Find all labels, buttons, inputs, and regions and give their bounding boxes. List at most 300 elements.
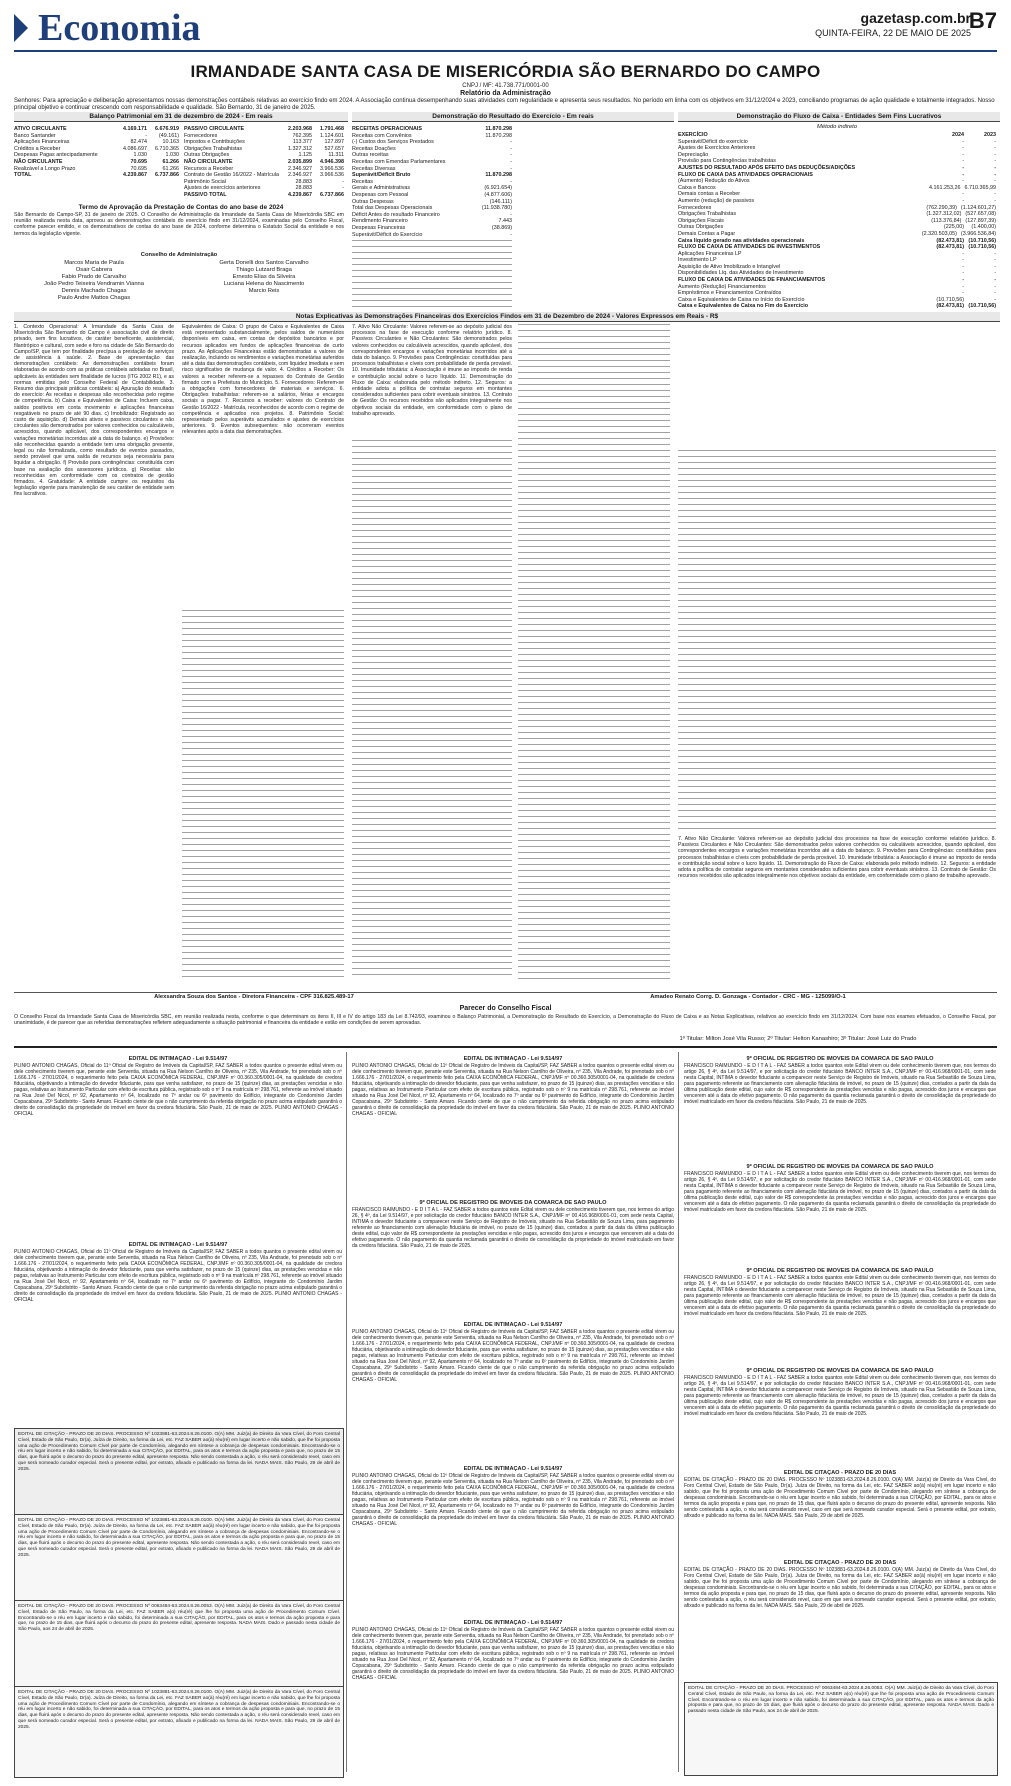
row-value: -: [994, 257, 996, 264]
row-value: (527.657,08): [965, 211, 996, 218]
edital-intimacao-2: [14, 1242, 342, 1422]
row-value: 4.239.867: [123, 172, 147, 179]
table-row: [678, 158, 996, 165]
row-label: Ajustes de exercícios anteriores: [184, 185, 261, 192]
issue-date: QUINTA-FEIRA, 22 DE MAIO DE 2025: [815, 28, 971, 38]
row-value: 6.737.866: [155, 172, 179, 179]
table-row: [678, 172, 996, 179]
table-row: [352, 205, 512, 212]
conselho-list-left: [14, 260, 174, 302]
row-label: Patrimônio Social: [184, 178, 226, 185]
row-value: -: [994, 197, 996, 204]
row-label: Fornecedores: [678, 204, 712, 211]
edital-registro-3-text: FRANCISCO RAIMUNDO - E D I T A L - FAZ SABER a todos quantos este Edital virem ou dele conhecimento tiverem que, nos termos do artigo 26, § 4º, da Lei 9.514/97, e por solicitação do credor fiduciário BANCO INTER S.A., CNPJ/MF nº 00.416.968/0001-01, com sede nesta Capital, INTIMA o devedor fiduciante a comparecer neste Serviço de Registro de Imóveis, situado na Rua Sebastião de Souza Lima, para pagamento referente ao financiamento com alienação fiduciária de imóvel, no prazo de 15 (quinze) dias, contados a partir da data da última publicação deste edital, cujo valor de R$ correspondente às prestações vencidas e não pagas, acrescido dos juros e encargos que vencerem até a data do efetivo pagamento. O não pagamento da quantia reclamada garantirá o direito de consolidação da propriedade do imóvel matriculado em favor da credora fiduciária. São Paulo, 21 de maio de 2025.: [684, 1171, 996, 1213]
edital-intimacao-4-title: EDITAL DE INTIMAÇÃO - Lei 9.514/97: [463, 1322, 563, 1328]
row-label: Disponibilidades Líq. das Atividades de Investimento: [678, 270, 804, 277]
edital-citacao-2-title: EDITAL DE CITAÇÃO - PRAZO DE 20 DIAS: [783, 1560, 897, 1566]
table-row: [14, 126, 179, 133]
row-value: -: [510, 152, 512, 159]
row-label: NÃO CIRCULANTE: [14, 158, 63, 165]
table-row: [184, 185, 344, 192]
dre-mutacoes-table: [352, 240, 512, 308]
edital-registro-4-title: 9º OFICIAL DE REGISTRO DE IMÓVEIS DA COMARCA DE SÃO PAULO: [746, 1268, 934, 1274]
row-value: 2.346.927: [288, 165, 312, 172]
edital-registro-1-title: 9º OFICIAL DE REGISTRO DE IMÓVEIS DA COMARCA DE SÃO PAULO: [419, 1200, 607, 1206]
row-label: AJUSTES DO RESULTADO APÓS EFEITO DAS DEDUÇÕES/ADIÇÕES: [678, 164, 856, 171]
edital-citacao-box-4: EDITAL DE CITAÇÃO - PRAZO DE 20 DIAS. PROCESSO Nº 1023881-63.2024.8.26.0100. O(A) MM. Juiz(a) de Direito da Vara Cível, do Foro Central Cível, Estado de São Paulo, Dr(a). Juíza de Direito, na forma da Lei, etc. FAZ SABER ao(à) réu(ré) em lugar incerto e não sabido, que lhe foi proposta uma ação de Procedimento Comum Cível por parte de Condomínio, alegando em síntese a cobrança de despesas condominiais. Encontrando-se o réu em lugar incerto e não sabido, foi determinada a sua CITAÇÃO, por EDITAL, para os atos e termos da ação proposta e para que, no prazo de 15 dias, que fluirá após o decurso do prazo do presente edital, apresente resposta. Não sendo contestada a ação, o réu será considerado revel, caso em que será nomeado curador especial. Será o presente edital, por extrato, afixado e publicado na forma da lei. NADA MAIS. São Paulo, 29 de abril de 2025.: [14, 1686, 344, 1778]
row-value: 1.125: [298, 152, 312, 159]
edital-registro-1-text: FRANCISCO RAIMUNDO - E D I T A L - FAZ SABER a todos quantos este Edital virem ou dele conhecimento tiverem que, nos termos do artigo 26, § 4º, da Lei 9.514/97, e por solicitação do credor fiduciário BANCO INTER S.A., CNPJ/MF nº 00.416.968/0001-01, com sede nesta Capital, INTIMA o devedor fiduciante a comparecer neste Serviço de Registro de Imóveis, situado na Rua Sebastião de Souza Lima, para pagamento referente ao financiamento com alienação fiduciária de imóvel, no prazo de 15 (quinze) dias, contados a partir da data da última publicação deste edital, cujo valor de R$ correspondente às prestações vencidas e não pagas, acrescido dos juros e encargos que vencerem até a data do efetivo pagamento. O não pagamento da quantia reclamada garantirá o direito de consolidação da propriedade do imóvel matriculado em favor da credora fiduciária. São Paulo, 21 de maio de 2025.: [352, 1207, 674, 1249]
row-label: Realizável a Longo Prazo: [14, 165, 76, 172]
row-label: PASSIVO TOTAL: [184, 191, 227, 198]
table-row: [678, 139, 996, 146]
table-row: [184, 126, 344, 133]
row-label: Superávit/Déficit Bruto: [352, 172, 411, 179]
row-value: -: [994, 283, 996, 290]
row-label: Aplicações Financeiras: [14, 139, 70, 146]
table-row: [678, 231, 996, 238]
row-value: 1.030: [133, 152, 147, 159]
row-value: 6.737.866: [320, 191, 344, 198]
row-label: FLUXO DE CAIXA DAS ATIVIDADES OPERACIONAIS: [678, 171, 813, 178]
row-value: -: [962, 283, 964, 290]
row-value: -: [962, 138, 964, 145]
row-value: -: [962, 178, 964, 185]
row-value: (82.473,81): [936, 244, 964, 251]
row-label: Aumento (redução) de passivos: [678, 197, 755, 204]
edital-intimacao-3: [352, 1056, 674, 1194]
row-value: 2.346.927: [288, 172, 312, 179]
table-row: [678, 251, 996, 258]
row-value: -: [510, 158, 512, 165]
balanco-bottom-rule: [14, 1046, 997, 1048]
row-label: PASSIVO CIRCULANTE: [184, 126, 245, 132]
row-label: Outras Despesas: [352, 198, 394, 205]
row-value: 4.946.398: [320, 158, 344, 165]
edital-intimacao-1: [14, 1056, 342, 1236]
row-label: Obrigações Trabalhistas: [678, 211, 737, 218]
row-value: (6.921.654): [484, 185, 512, 192]
table-row: [678, 284, 996, 291]
table-row: [678, 218, 996, 225]
table-row: [14, 159, 179, 166]
row-value: -: [994, 270, 996, 277]
edital-intimacao-4-text: PLINIO ANTONIO CHAGAS, Oficial do 11º Oficial de Registro de Imóveis da Capital/SP, FAZ SABER a todos quantos o presente edital virem ou dele conhecimento tiverem que, perante este Serventia, situada na Rua Nelson Carrilho de Oliveira, nº 235, Vila Andrade, foi prenotado sob o nº 1.666.176 - 27/01/2024, o requerimento feito pela CAIXA ECONÔMICA FEDERAL, CNPJ/MF nº 00.360.305/0001-04, na qualidade de credora fiduciária, objetivando a intimação do devedor fiduciante, para que venha satisfazer, no prazo de 15 (quinze) dias, as prestações vencidas e não pagas, relativas ao Instrumento Particular com efeito de escritura pública, registrado sob o nº 9 na matrícula nº 298.761, referente ao imóvel situado na Rua José Del Nicol, nº 92, Apartamento nº 64, localizado no 7º andar ou 6º pavimento do Edifício, integrante do Condomínio Jardim Copacabana, 29º Subdistrito - Santo Amaro. Ficando ciente de que o não cumprimento da referida obrigação no prazo acima estipulado garantirá o direito de consolidação da propriedade do imóvel em favor da credora fiduciária. São Paulo, 21 de maio de 2025. PLINIO ANTONIO CHAGAS - OFICIAL: [352, 1329, 674, 1383]
edital-intimacao-2-text: PLINIO ANTONIO CHAGAS, Oficial do 11º Oficial de Registro de Imóveis da Capital/SP, FAZ SABER a todos quantos o presente edital virem ou dele conhecimento tiverem que, perante este Serventia, situada na Rua Nelson Carrilho de Oliveira, nº 235, Vila Andrade, foi prenotado sob o nº 1.666.176 - 27/01/2024, o requerimento feito pela CAIXA ECONÔMICA FEDERAL, CNPJ/MF nº 00.360.305/0001-04, na qualidade de credora fiduciária, objetivando a intimação do devedor fiduciante, para que venha satisfazer, no prazo de 15 (quinze) dias, as prestações vencidas e não pagas, relativas ao Instrumento Particular com efeito de escritura pública, registrado sob o nº 9 na matrícula nº 298.761, referente ao imóvel situado na Rua José Del Nicol, nº 92, Apartamento nº 64, localizado no 7º andar ou 6º pavimento do Edifício, integrante do Condomínio Jardim Copacabana, 29º Subdistrito - Santo Amaro. Ficando ciente de que o não cumprimento da referida obrigação no prazo acima estipulado garantirá o direito de consolidação da propriedade do imóvel em favor da credora fiduciária. São Paulo, 21 de maio de 2025. PLINIO ANTONIO CHAGAS - OFICIAL: [14, 1249, 342, 1303]
signer-2-role: Contador - CRC - MG - 125099/O-1: [752, 994, 846, 1000]
signer-1-role: Diretora Financeira - CPF 316.825.489-17: [242, 994, 354, 1000]
conselho-list-right: [184, 260, 344, 295]
header-divider: [14, 50, 997, 52]
row-value: 6.710.365: [155, 145, 179, 152]
row-value: -: [994, 171, 996, 178]
table-row: [678, 270, 996, 277]
table-row: [352, 166, 512, 173]
row-value: 28.883: [295, 185, 312, 192]
table-row: [678, 185, 996, 192]
edital-citacao-box-5: EDITAL DE CITAÇÃO - PRAZO DE 20 DIAS. PROCESSO Nº 0063484-63.2024.8.26.0053. O(A) MM. Juiz(a) de Direito da Vara Cível, do Foro Central Cível, Estado de São Paulo, na forma da Lei, etc. FAZ SABER a(o) réu(ré) que lhe foi proposta uma ação de Procedimento Comum Cível. Encontrando-se o réu em lugar incerto e não sabido, foi determinada a sua CITAÇÃO, por EDITAL, para os atos e termos da ação proposta e para que, no prazo de 15 dias, que fluirá após o decurso do prazo do presente edital, apresente resposta. NADA MAIS. Dado e passado nesta cidade de São Paulo, aos 24 de abril de 2025.: [684, 1682, 998, 1776]
dre-table: [352, 126, 512, 238]
member-name: Marcos Maria de Paula: [64, 260, 124, 266]
edital-registro-2-text: FRANCISCO RAIMUNDO - E D I T A L - FAZ SABER a todos quantos este Edital virem ou dele conhecimento tiverem que, nos termos do artigo 26, § 4º, da Lei 9.514/97, e por solicitação do credor fiduciário BANCO INTER S.A., CNPJ/MF nº 00.416.968/0001-01, com sede nesta Capital, INTIMA o devedor fiduciante a comparecer neste Serviço de Registro de Imóveis, situado na Rua Sebastião de Souza Lima, para pagamento referente ao financiamento com alienação fiduciária de imóvel, no prazo de 15 (quinze) dias, contados a partir da data da última publicação deste edital, cujo valor de R$ correspondente às prestações vencidas e não pagas, acrescido dos juros e encargos que vencerem até a data do efetivo pagamento. O não pagamento da quantia reclamada garantirá o direito de consolidação da propriedade do imóvel matriculado em favor da credora fiduciária. São Paulo, 21 de maio de 2025.: [684, 1063, 996, 1105]
row-label: Obrigações Fiscais: [678, 217, 724, 224]
relatorio-title: Relatório da Administração: [460, 90, 551, 97]
row-value: 1.124.601: [320, 132, 344, 139]
member-name: Paulo Andre Mattos Chagas: [57, 295, 131, 301]
page-number: B7: [968, 8, 997, 33]
table-row: [352, 232, 512, 239]
edital-citacao-1: [684, 1470, 996, 1556]
row-label: Contrato de Gestão 16/2022 - Matrícula: [184, 172, 279, 179]
row-value: 113.377: [292, 139, 312, 146]
table-row: [184, 172, 344, 179]
row-value: 3.966.536: [320, 165, 344, 172]
row-label: Caixa e Bancos: [678, 184, 716, 191]
table-row: [352, 192, 512, 199]
row-label: NÃO CIRCULANTE: [184, 158, 233, 165]
row-value: -: [342, 178, 344, 185]
row-value: 28.883: [295, 178, 312, 185]
row-label: Rendimento Financeiro: [352, 218, 408, 225]
row-value: 4.161.253,26: [929, 184, 961, 191]
dfc-table: [678, 132, 996, 310]
row-label: Superávit/Déficit do exercício: [678, 138, 748, 145]
row-value: 70.695: [130, 158, 147, 165]
table-row: [184, 179, 344, 186]
row-value: 11.870.298: [485, 132, 512, 139]
row-label: Total das Despesas Operacionais: [352, 205, 433, 212]
section-title: [14, 6, 201, 50]
edital-registro-4: [684, 1268, 996, 1364]
row-label: Déficit Antes do resultado Financeiro: [352, 211, 440, 218]
row-value: -: [510, 231, 512, 238]
row-value: (3.966.536,84): [960, 230, 996, 237]
table-row: [678, 178, 996, 185]
row-label: Créditos a Receber: [14, 145, 61, 152]
ativo-table: [14, 126, 179, 179]
table-row: [14, 166, 179, 173]
table-row: [352, 179, 512, 186]
notas-col-1: 1. Contexto Operacional: A Irmandade da Santa Casa de Misericórdia São Bernardo do Campo é associação civil de direito privado, sem fins lucrativos, de caráter beneficente, assistencial, filantrópico e cultural, com sede e foro na cidade de São Bernardo do Campo/SP, que tem por finalidade precípua a prestação de serviços de assistência à saúde. 2. Base de apresentação das demonstrações contábeis: As demonstrações contábeis foram elaboradas de acordo com as práticas contábeis adotadas no Brasil, aplicáveis às entidades sem finalidade de lucros (ITG 2002 R1), e as normas emitidas pelo Conselho Federal de Contabilidade. 3. Resumo das principais práticas contábeis: a) Apuração do resultado do exercício: As receitas e despesas são reconhecidas pelo regime de competência. b) Caixa e Equivalentes de Caixa: Incluem caixa, saldos positivos em conta movimento e aplicações financeiras resgatáveis no prazo de até 90 dias. c) Imobilizado: Registrado ao custo de aquisição. d) Demais ativos e passivos circulantes e não circulantes são demonstrados por valores conhecidos ou calculáveis, acrescidos, quando aplicável, dos correspondentes encargos e variações monetárias incorridas até a data do balanço. e) Provisões: são reconhecidas quando a entidade tem uma obrigação presente, legal ou não formalizada, como resultado de eventos passados, sendo provável que uma saída de recursos seja necessária para liquidar a obrigação. f) Provisão para contingências: constituída com base na avaliação dos assessores jurídicos. g) Receitas: são reconhecidas em conformidade com os contratos de gestão firmados. 4. Gratuidade: A entidade cumpre os requisitos da legislação vigente para manutenção de seu caráter de entidade sem fins lucrativos.: [14, 324, 174, 498]
table-row: [352, 146, 512, 153]
edital-citacao-2: [684, 1560, 996, 1676]
table-row: [352, 225, 512, 232]
row-label: Caixa e Equivalentes de Caixa no Início do Exercício: [678, 296, 805, 303]
table-row: [678, 191, 996, 198]
row-value: -: [994, 296, 996, 303]
table-row: [678, 224, 996, 231]
row-value: 2.035.899: [288, 158, 312, 165]
row-value: -: [994, 263, 996, 270]
notas-col-3: 7. Ativo Não Circulante: Valores referem-se ao depósito judicial dos processos na fase de execução conforme relatório jurídico. 8. Passivos Circulantes e Não Circulantes: São demonstrados pelos valores conhecidos ou calculáveis acrescidos, quando aplicável, dos correspondentes encargos e variações monetárias incorridos até a data do balanço. 9. Provisões para Contingências: constituídas para processos trabalhistas e cíveis com probabilidade de perda provável. 10. Imunidade tributária: a Associação é imune ao imposto de renda e contribuição social sobre o lucro líquido. 11. Demonstração do Fluxo de Caixa: elaborada pelo método indireto. 12. Seguros: a entidade adota a política de contratar seguros em montantes considerados suficientes para cobrir eventuais sinistros. 13. Contrato de Gestão: Os recursos recebidos são aplicados integralmente nos objetivos sociais da entidade, em conformidade com o plano de trabalho aprovado.: [352, 324, 512, 417]
row-value: -: [510, 145, 512, 152]
row-value: 4.169.171: [123, 126, 147, 132]
row-label: Ajustes de Exercícios Anteriores: [678, 145, 756, 152]
row-label: Superávit/Déficit do Exercício: [352, 231, 423, 238]
row-label: EXERCÍCIO: [678, 132, 708, 138]
table-row: [678, 132, 996, 139]
row-label: Caixa líquido gerado nas atividades operacionais: [678, 237, 805, 244]
row-label: Recursos a Receber: [184, 165, 234, 172]
member-name: Thiago Lutzard Braga: [236, 267, 292, 273]
notas-tables-col4: [518, 324, 670, 984]
row-value: (1.124.601,27): [960, 204, 996, 211]
member-name: Luciana Helena do Nascimento: [223, 281, 305, 287]
edital-citacao-box-2: EDITAL DE CITAÇÃO - PRAZO DE 20 DIAS. PROCESSO Nº 1023881-63.2024.8.26.0100. O(A) MM. Juiz(a) de Direito da Vara Cível, do Foro Central Cível, Estado de São Paulo, Dr(a). Juíza de Direito, na forma da Lei, etc. FAZ SABER ao(à) réu(ré) em lugar incerto e não sabido, que lhe foi proposta uma ação de Procedimento Comum Cível por parte de Condomínio, alegando em síntese a cobrança de despesas condominiais. Encontrando-se o réu em lugar incerto e não sabido, foi determinada a sua CITAÇÃO, por EDITAL, para os atos e termos da ação proposta e para que, no prazo de 15 dias, que fluirá após o decurso do prazo do presente edital, apresente resposta. Não sendo contestada a ação, o réu será considerado revel, caso em que será nomeado curador especial. Será o presente edital, por extrato, afixado e publicado na forma da lei. NADA MAIS. São Paulo, 29 de abril de 2025.: [14, 1514, 344, 1602]
row-label: Depreciação: [678, 151, 709, 158]
notas-tables-col5: [678, 450, 996, 830]
table-row: [14, 133, 179, 140]
edital-intimacao-2-title: EDITAL DE INTIMAÇÃO - Lei 9.514/97: [128, 1242, 228, 1248]
table-row: [678, 205, 996, 212]
table-row: [678, 165, 996, 172]
edital-citacao-box-1: EDITAL DE CITAÇÃO - PRAZO DE 20 DIAS. PROCESSO Nº 1023881-63.2024.8.26.0100. O(A) MM. Juiz(a) de Direito da Vara Cível, do Foro Central Cível, Estado de São Paulo, Dr(a). Juíza de Direito, na forma da Lei, etc. FAZ SABER ao(à) réu(ré) em lugar incerto e não sabido, que lhe foi proposta uma ação de Procedimento Comum Cível por parte de Condomínio, alegando em síntese a cobrança de despesas condominiais. Encontrando-se o réu em lugar incerto e não sabido, foi determinada a sua CITAÇÃO, por EDITAL, para os atos e termos da ação proposta e para que, no prazo de 15 dias, que fluirá após o decurso do prazo do presente edital, apresente resposta. Não sendo contestada a ação, o réu será considerado revel, caso em que será nomeado curador especial. Será o presente edital, por extrato, afixado e publicado na forma da lei. NADA MAIS. São Paulo, 29 de abril de 2025.: [14, 1428, 344, 1516]
table-row: [14, 139, 179, 146]
row-value: 527.657: [324, 145, 344, 152]
row-value: 127.897: [324, 139, 344, 146]
row-label: Receitas Doações: [352, 145, 396, 152]
row-label: Banco Santander: [14, 132, 56, 139]
table-row: [352, 126, 512, 133]
signer-1: Alexsandra Souza dos Santos - Diretora Financeira - CPF 316.825.489-17: [154, 994, 354, 1000]
row-value: (10.710,56): [968, 303, 996, 310]
edital-registro-3-title: 9º OFICIAL DE REGISTRO DE IMÓVEIS DA COMARCA DE SÃO PAULO: [746, 1164, 934, 1170]
row-label: Receitas com Convênios: [352, 132, 412, 139]
termos-text: São Bernardo do Campo-SP, 31 de janeiro de 2025. O Conselho de Administração da Irmandade da Santa Casa de Misericórdia SBC em reunião realizada nesta data, aprovou as demonstrações contábeis do exercício findo em 31/12/2024, examinadas pelo Conselho Fiscal, conforme parecer emitido, e os demonstrativos de contas do ano base de 2024, conforme determina o Estatuto Social da entidade e nos termos da legislação vigente.: [14, 212, 344, 237]
bp-title: Balanço Patrimonial em 31 de dezembro de 2024 - Em reais: [14, 112, 348, 122]
notas-tables-mid: [182, 610, 344, 980]
table-row: [184, 192, 344, 199]
edital-intimacao-4: [352, 1322, 674, 1462]
row-label: Empréstimos e Financiamentos Contraídos: [678, 290, 782, 297]
row-value: -: [994, 290, 996, 297]
row-value: -: [145, 132, 147, 139]
row-label: Obrigações Trabalhistas: [184, 145, 243, 152]
dfc-subtitle: Método indireto: [817, 124, 857, 130]
table-row: [352, 199, 512, 206]
row-value: -: [994, 164, 996, 171]
table-row: [352, 212, 512, 219]
edital-registro-2: [684, 1056, 996, 1160]
edital-intimacao-5: [352, 1466, 674, 1616]
edital-intimacao-3-title: EDITAL DE INTIMAÇÃO - Lei 9.514/97: [463, 1056, 563, 1062]
row-value: (10.710,56): [968, 237, 996, 244]
site-url[interactable]: gazetasp.com.br: [860, 10, 971, 26]
row-value: -: [510, 211, 512, 218]
table-row: [678, 198, 996, 205]
row-label: ATIVO CIRCULANTE: [14, 126, 67, 132]
row-value: -: [994, 158, 996, 165]
row-value: -: [962, 191, 964, 198]
row-value: -: [962, 171, 964, 178]
edital-registro-2-title: 9º OFICIAL DE REGISTRO DE IMÓVEIS DA COMARCA DE SÃO PAULO: [746, 1056, 934, 1062]
table-row: [352, 159, 512, 166]
row-value: (2.320.503,05): [921, 230, 957, 237]
row-label: RECEITAS OPERACIONAIS: [352, 126, 422, 132]
row-value: 3.966.536: [320, 172, 344, 179]
member-name: Osair Cabrera: [75, 267, 113, 273]
edital-registro-5-title: 9º OFICIAL DE REGISTRO DE IMÓVEIS DA COMARCA DE SÃO PAULO: [746, 1368, 934, 1374]
row-label: FLUXO DE CAIXA DE ATIVIDADES DE FINANCIAMENTOS: [678, 277, 826, 284]
member-name: Dennis Machado Chagas: [61, 288, 127, 294]
edital-intimacao-3-text: PLINIO ANTONIO CHAGAS, Oficial do 11º Oficial de Registro de Imóveis da Capital/SP, FAZ SABER a todos quantos o presente edital virem ou dele conhecimento tiverem que, perante este Serventia, situada na Rua Nelson Carrilho de Oliveira, nº 235, Vila Andrade, foi prenotado sob o nº 1.666.176 - 27/01/2024, o requerimento feito pela CAIXA ECONÔMICA FEDERAL, CNPJ/MF nº 00.360.305/0001-04, na qualidade de credora fiduciária, objetivando a intimação do devedor fiduciante, para que venha satisfazer, no prazo de 15 (quinze) dias, as prestações vencidas e não pagas, relativas ao Instrumento Particular com efeito de escritura pública, registrado sob o nº 9 na matrícula nº 298.761, referente ao imóvel situado na Rua José Del Nicol, nº 92, Apartamento nº 64, localizado no 7º andar ou 6º pavimento do Edifício, integrante do Condomínio Jardim Copacabana, 29º Subdistrito - Santo Amaro. Ficando ciente de que o não cumprimento da referida obrigação no prazo acima estipulado garantirá o direito de consolidação da propriedade do imóvel em favor da credora fiduciária. São Paulo, 21 de maio de 2025. PLINIO ANTONIO CHAGAS - OFICIAL: [352, 1063, 674, 1117]
row-value: 1.030: [165, 152, 179, 159]
row-value: 11.870.298: [485, 126, 512, 132]
table-row: [678, 297, 996, 304]
table-row: [678, 264, 996, 271]
row-value: -: [962, 277, 964, 284]
conselho-title: Conselho de Administração: [140, 252, 218, 258]
row-value: -: [962, 197, 964, 204]
table-row: [184, 133, 344, 140]
termos-title: Termo de Aprovação da Prestação de Contas do ano base de 2024: [78, 204, 284, 211]
edital-intimacao-5-text: PLINIO ANTONIO CHAGAS, Oficial do 11º Oficial de Registro de Imóveis da Capital/SP, FAZ SABER a todos quantos o presente edital virem ou dele conhecimento tiverem que, perante este Serventia, situada na Rua Nelson Carrilho de Oliveira, nº 235, Vila Andrade, foi prenotado sob o nº 1.666.176 - 27/01/2024, o requerimento feito pela CAIXA ECONÔMICA FEDERAL, CNPJ/MF nº 00.360.305/0001-04, na qualidade de credora fiduciária, objetivando a intimação do devedor fiduciante, para que venha satisfazer, no prazo de 15 (quinze) dias, as prestações vencidas e não pagas, relativas ao Instrumento Particular com efeito de escritura pública, registrado sob o nº 9 na matrícula nº 298.761, referente ao imóvel situado na Rua José Del Nicol, nº 92, Apartamento nº 64, localizado no 7º andar ou 6º pavimento do Edifício, integrante do Condomínio Jardim Copacabana, 29º Subdistrito - Santo Amaro. Ficando ciente de que o não cumprimento da referida obrigação no prazo acima estipulado garantirá o direito de consolidação da propriedade do imóvel em favor da credora fiduciária. São Paulo, 21 de maio de 2025. PLINIO ANTONIO CHAGAS - OFICIAL: [352, 1473, 674, 1527]
row-value: -: [994, 191, 996, 198]
row-value: (762.290,39): [926, 204, 957, 211]
notas-title: Notas Explicativas às Demonstrações Financeiras dos Exercícios Findos em 31 de Dezembro de 2024 - Valores Expressos em Reais - R$: [14, 312, 1000, 322]
table-row: [14, 172, 179, 179]
row-value: 2.203.968: [288, 126, 312, 132]
row-label: Impostos e Contribuições: [184, 139, 245, 146]
edital-registro-5-text: FRANCISCO RAIMUNDO - E D I T A L - FAZ SABER a todos quantos este Edital virem ou dele conhecimento tiverem que, nos termos do artigo 26, § 4º, da Lei 9.514/97, e por solicitação do credor fiduciário BANCO INTER S.A., CNPJ/MF nº 00.416.968/0001-01, com sede nesta Capital, INTIMA o devedor fiduciante a comparecer neste Serviço de Registro de Imóveis, situado na Rua Sebastião de Souza Lima, para pagamento referente ao financiamento com alienação fiduciária de imóvel, no prazo de 15 (quinze) dias, contados a partir da data da última publicação deste edital, cujo valor de R$ correspondente às prestações vencidas e não pagas, acrescido dos juros e encargos que vencerem até a data do efetivo pagamento. O não pagamento da quantia reclamada garantirá o direito de consolidação da propriedade do imóvel matriculado em favor da credora fiduciária. São Paulo, 21 de maio de 2025.: [684, 1375, 996, 1417]
row-value: 2023: [984, 132, 996, 138]
row-value: 82.474: [130, 139, 147, 146]
row-value: -: [342, 185, 344, 192]
relatorio-text: Senhores: Para apreciação e deliberação apresentamos nossas demonstrações contábeis relativas ao exercício findo em 2024. A Associação continua desempenhando suas atividades com regularidade e apresenta seus resultados. No período em linha com os objetivos em 31/12/2024 e 2023, conciliando programas de ação qualidade e totalmente integrados. Nosso principal objetivo e continuar crescendo com responsabilidade e qualidade. São Bernardo, 31 de janeiro de 2025.: [14, 98, 995, 111]
notas-col-5-text: 7. Ativo Não Circulante: Valores referem-se ao depósito judicial dos processos na fase de execução conforme relatório jurídico. 8. Passivos Circulantes e Não Circulantes: São demonstrados pelos valores conhecidos ou calculáveis acrescidos, quando aplicável, dos correspondentes encargos e variações monetárias incorridos até a data do balanço. 9. Provisões para Contingências: constituídas para processos trabalhistas e cíveis com probabilidade de perda provável. 10. Imunidade tributária: a Associação é imune ao imposto de renda e contribuição social sobre o lucro líquido. 11. Demonstração do Fluxo de Caixa: elaborada pelo método indireto. 12. Seguros: a entidade adota a política de contratar seguros em montantes considerados suficientes para cobrir eventuais sinistros. 13. Contrato de Gestão: Os recursos recebidos são aplicados integralmente nos objetivos sociais da entidade, em conformidade com o plano de trabalho aprovado.: [678, 836, 996, 880]
edital-intimacao-6: [352, 1620, 674, 1770]
row-value: -: [962, 290, 964, 297]
notas-col-2: Equivalentes de Caixa: O grupo de Caixa e Equivalentes de Caixa está representado substancialmente, pelos saldos de numerários disponíveis em caixa, em contas de depósitos bancários e por recursos aplicados em fundos de aplicações financeiras de curto prazo. As Aplicações Financeiras estão demonstradas a valores de realização, incluindo os rendimentos e variações monetárias auferidos até a data das demonstrações contábeis, com liquidez imediata e sem risco significativo de mudança de valor. 4. Créditos a Receber: Os valores a receber referem-se a repasses do Contrato de Gestão firmado com a Prefeitura do Município. 5. Fornecedores: Referem-se a obrigações com fornecedores de materiais e serviços. 6. Obrigações trabalhistas: referem-se a salários, férias e encargos sociais a pagar. 7. Recursos a receber: valores do Contrato de Gestão 16/2022 - Matrícula, reconhecidos de acordo com o regime de competência e aplicados nos projetos. 8. Patrimônio Social: representado pelos superávits acumulados e ajustes de exercícios anteriores. 9. Eventos subsequentes: não ocorreram eventos relevantes após a data das demonstrações.: [182, 324, 344, 436]
table-row: [678, 257, 996, 264]
edital-intimacao-1-text: PLINIO ANTONIO CHAGAS, Oficial do 11º Oficial de Registro de Imóveis da Capital/SP, FAZ SABER a todos quantos o presente edital virem ou dele conhecimento tiverem que, perante este Serventia, situada na Rua Nelson Carrilho de Oliveira, nº 235, Vila Andrade, foi prenotado sob o nº 1.666.176 - 27/01/2024, o requerimento feito pela CAIXA ECONÔMICA FEDERAL, CNPJ/MF nº 00.360.305/0001-04, na qualidade de credora fiduciária, objetivando a intimação do devedor fiduciante, para que venha satisfazer, no prazo de 15 (quinze) dias, as prestações vencidas e não pagas, relativas ao Instrumento Particular com efeito de escritura pública, registrado sob o nº 9 na matrícula nº 298.761, referente ao imóvel situado na Rua José Del Nicol, nº 92, Apartamento nº 64, localizado no 7º andar ou 6º pavimento do Edifício, integrante do Condomínio Jardim Copacabana, 29º Subdistrito - Santo Amaro. Ficando ciente de que o não cumprimento da referida obrigação no prazo acima estipulado garantirá o direito de consolidação da propriedade do imóvel em favor da credora fiduciária. São Paulo, 21 de maio de 2025. PLINIO ANTONIO CHAGAS - OFICIAL: [14, 1063, 342, 1117]
row-value: -: [962, 270, 964, 277]
row-value: -: [510, 178, 512, 185]
row-value: -: [962, 250, 964, 257]
row-value: 11.870.298: [485, 172, 512, 179]
table-row: [678, 145, 996, 152]
edital-intimacao-5-title: EDITAL DE INTIMAÇÃO - Lei 9.514/97: [463, 1466, 563, 1472]
table-row: [678, 303, 996, 310]
chevron-right-icon: [14, 14, 28, 42]
edital-citacao-box-3: EDITAL DE CITAÇÃO - PRAZO DE 20 DIAS. PROCESSO Nº 0063484-63.2024.8.26.0053. O(A) MM. Juiz(a) de Direito da Vara Cível, do Foro Central Cível, Estado de São Paulo, na forma da Lei, etc. FAZ SABER a(o) réu(ré) que lhe foi proposta uma ação de Procedimento Comum Cível. Encontrando-se o réu em lugar incerto e não sabido, foi determinada a sua CITAÇÃO, por EDITAL, para os atos e termos da ação proposta e para que, no prazo de 15 dias, que fluirá após o decurso do prazo do presente edital, apresente resposta. NADA MAIS. Dado e passado nesta cidade de São Paulo, aos 24 de abril de 2025.: [14, 1600, 344, 1688]
signers-divider: [14, 992, 997, 993]
notas-tables-col3: [352, 440, 512, 980]
row-label: Despesas Pagas antecipadamente: [14, 152, 98, 159]
row-value: 61.266: [162, 158, 179, 165]
row-label: FLUXO DE CAIXA DE ATIVIDADES DE INVESTIMENTOS: [678, 244, 821, 251]
table-row: [678, 290, 996, 297]
section-name: Economia: [38, 7, 201, 49]
table-row: [678, 244, 996, 251]
row-label: Investimento LP: [678, 257, 717, 264]
row-label: Despesas Financeiras: [352, 224, 406, 231]
table-row: [352, 139, 512, 146]
row-value: -: [962, 145, 964, 152]
table-row: [184, 166, 344, 173]
edital-registro-4-text: FRANCISCO RAIMUNDO - E D I T A L - FAZ SABER a todos quantos este Edital virem ou dele conhecimento tiverem que, nos termos do artigo 26, § 4º, da Lei 9.514/97, e por solicitação do credor fiduciário BANCO INTER S.A., CNPJ/MF nº 00.416.968/0001-01, com sede nesta Capital, INTIMA o devedor fiduciante a comparecer neste Serviço de Registro de Imóveis, situado na Rua Sebastião de Souza Lima, para pagamento referente ao financiamento com alienação fiduciária de imóvel, no prazo de 15 (quinze) dias, contados a partir da data da última publicação deste edital, cujo valor de R$ correspondente às prestações vencidas e não pagas, acrescido dos juros e encargos que vencerem até a data do efetivo pagamento. O não pagamento da quantia reclamada garantirá o direito de consolidação da propriedade do imóvel matriculado em favor da credora fiduciária. São Paulo, 21 de maio de 2025.: [684, 1275, 996, 1317]
table-row: [184, 152, 344, 159]
parecer-text: O Conselho Fiscal da Irmandade Santa Casa de Misericórdia SBC, em reunião realizada nesta, conforme o que determinam os itens II, III e IV do artigo 183 da Lei 8.742/93, examinou o Balanço Patrimonial, a Demonstração do Resultado do Exercício, a Demonstração do Fluxo de Caixa e as Notas Explicativas, relativos ao exercício findo em 31/12/2024. Com base nos exames efetuados, o Conselho Fiscal, por unanimidade, é de parecer que as referidas demonstrações refletem adequadamente a situação patrimonial e financeira da entidade e estão em condições de serem aprovadas.: [14, 1014, 996, 1027]
row-value: 762.395: [292, 132, 312, 139]
table-row: [184, 139, 344, 146]
org-cnpj: CNPJ / MF: 41.738.771/0001-00: [462, 83, 549, 89]
org-title: IRMANDADE SANTA CASA DE MISERICÓRDIA SÃO BERNARDO DO CAMPO: [190, 62, 821, 81]
row-value: (82.473,81): [936, 237, 964, 244]
edital-citacao-2-text: EDITAL DE CITAÇÃO - PRAZO DE 20 DIAS. PROCESSO Nº 1023881-63.2024.8.26.0100. O(A) MM. Juiz(a) de Direito da Vara Cível, do Foro Central Cível, Estado de São Paulo, Dr(a). Juíza de Direito, na forma da Lei, etc. FAZ SABER ao(à) réu(ré) em lugar incerto e não sabido, que lhe foi proposta uma ação de Procedimento Comum Cível por parte de Condomínio, alegando em síntese a cobrança de despesas condominiais. Encontrando-se o réu em lugar incerto e não sabido, foi determinada a sua CITAÇÃO, por EDITAL, para os atos e termos da ação proposta e para que, no prazo de 15 dias, que fluirá após o decurso do prazo do presente edital, apresente resposta. Não sendo contestada a ação, o réu será considerado revel, caso em que será nomeado curador especial. Será o presente edital, por extrato, afixado e publicado na forma da lei. NADA MAIS. São Paulo, 29 de abril de 2025.: [684, 1567, 996, 1609]
table-row: [678, 277, 996, 284]
row-label: Fornecedores: [184, 132, 218, 139]
row-label: Receitas com Emendas Parlamentares: [352, 158, 446, 165]
row-value: -: [994, 138, 996, 145]
row-value: 10.163: [162, 139, 179, 146]
row-value: -: [962, 151, 964, 158]
row-value: -: [994, 151, 996, 158]
row-value: (10.710,56): [968, 244, 996, 251]
row-label: Provisão para Contingências trabalhistas: [678, 158, 776, 165]
row-value: (10.710,56): [936, 296, 964, 303]
member-name: Marcio Reis: [248, 288, 280, 294]
row-label: Receitas: [352, 178, 373, 185]
row-label: Despesas com Pessoal: [352, 191, 409, 198]
member-name: João Pedro Teixeira Vendramin Vianna: [43, 281, 144, 287]
table-row: [678, 238, 996, 245]
row-value: 4.239.867: [288, 191, 312, 198]
signer-2: Amadeo Renato Corrg. D. Gonzaga - Contador - CRC - MG - 125099/O-1: [650, 994, 846, 1000]
row-label: Aquisição de Ativo Imobilizado e Intangível: [678, 263, 781, 270]
row-value: -: [962, 263, 964, 270]
row-value: (82.473,81): [936, 303, 964, 310]
row-value: -: [994, 250, 996, 257]
row-label: (Aumento) Redução do Ativos: [678, 178, 750, 185]
col-divider-2: [678, 1052, 679, 1772]
row-value: 6.710.365,99: [964, 184, 996, 191]
signer-2-name: Amadeo Renato Corrg. D. Gonzaga: [650, 994, 747, 1000]
table-row: [184, 146, 344, 153]
row-value: 2024: [952, 132, 964, 138]
row-value: (4.877.606): [484, 191, 512, 198]
table-row: [14, 152, 179, 159]
edital-registro-1: [352, 1200, 674, 1318]
table-row: [352, 218, 512, 225]
row-label: Outras Obrigações: [184, 152, 230, 159]
table-row: [352, 133, 512, 140]
table-row: [352, 152, 512, 159]
edital-citacao-1-text: EDITAL DE CITAÇÃO - PRAZO DE 20 DIAS. PROCESSO Nº 1023881-63.2024.8.26.0100. O(A) MM. Juiz(a) de Direito da Vara Cível, do Foro Central Cível, Estado de São Paulo, Dr(a). Juíza de Direito, na forma da Lei, etc. FAZ SABER ao(à) réu(ré) em lugar incerto e não sabido, que lhe foi proposta uma ação de Procedimento Comum Cível por parte de Condomínio, alegando em síntese a cobrança de despesas condominiais. Encontrando-se o réu em lugar incerto e não sabido, foi determinada a sua CITAÇÃO, por EDITAL, para os atos e termos da ação proposta e para que, no prazo de 15 dias, que fluirá após o decurso do prazo do presente edital, apresente resposta. Não sendo contestada a ação, o réu será considerado revel, caso em que será nomeado curador especial. Será o presente edital, por extrato, afixado e publicado na forma da lei. NADA MAIS. São Paulo, 29 de abril de 2025.: [684, 1477, 996, 1519]
member-name: Gerta Donelli dos Santos Carvalho: [219, 260, 309, 266]
row-value: (146.111): [489, 198, 512, 205]
table-row: [14, 146, 179, 153]
table-row: [184, 159, 344, 166]
edital-intimacao-6-title: EDITAL DE INTIMAÇÃO - Lei 9.514/97: [463, 1620, 563, 1626]
edital-registro-3: [684, 1164, 996, 1264]
row-label: (-) Custos dos Serviços Prestados: [352, 139, 434, 146]
dre-title: Demonstração do Resultado do Exercício - Em reais: [352, 112, 674, 122]
edital-intimacao-1-title: EDITAL DE INTIMAÇÃO - Lei 9.514/97: [128, 1056, 228, 1062]
passivo-table: [184, 126, 344, 199]
row-label: Receitas Diversas: [352, 165, 396, 172]
row-label: Demais Contas a Pagar: [678, 230, 736, 237]
row-label: TOTAL: [14, 172, 32, 179]
col-divider-1: [346, 1052, 347, 1772]
row-label: Demais contas a Receber: [678, 191, 741, 198]
table-row: [678, 211, 996, 218]
row-label: Gerais e Administrativas: [352, 185, 411, 192]
row-value: 1.791.468: [320, 126, 344, 132]
table-row: [352, 172, 512, 179]
edital-registro-5: [684, 1368, 996, 1464]
row-label: Aplicações Financeiras LP: [678, 250, 742, 257]
